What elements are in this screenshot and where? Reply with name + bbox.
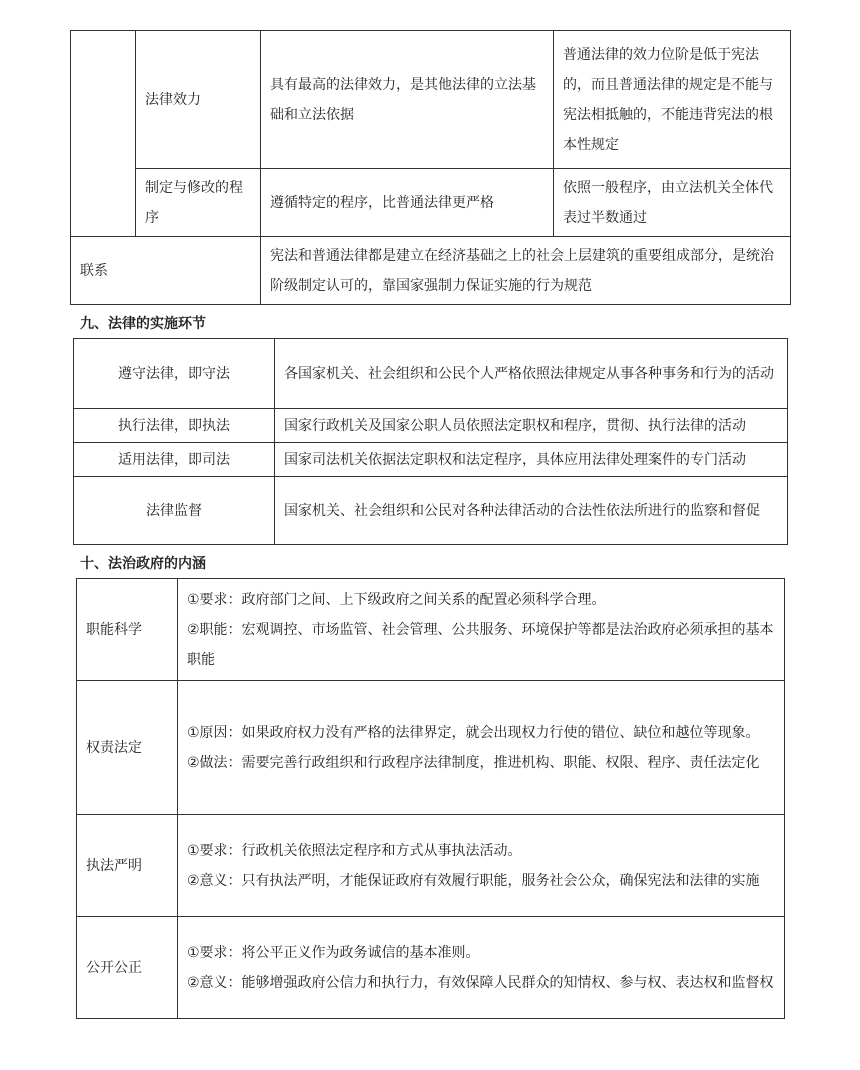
requirement-text: ①要求：行政机关依照法定程序和方式从事执法活动。 [187,842,522,859]
row-label: 执行法律，即执法 [74,409,275,443]
law-implementation-table [73,338,788,545]
table-row [74,477,788,545]
table-row [74,409,788,443]
table-row [71,31,791,169]
row-label: 法律效力 [136,31,261,169]
row-label: 职能科学 [77,579,178,681]
table-row [77,681,785,815]
detail-text: ②意义：只有执法严明，才能保证政府有效履行职能，服务社会公众，确保宪法和法律的实施 [187,872,760,889]
row-text: 各国家机关、社会组织和公民个人严格依照法律规定从事各种事务和行为的活动 [275,339,788,409]
row-content [178,815,785,917]
row-label: 遵守法律，即守法 [74,339,275,409]
row-content [178,579,785,681]
table-row [74,339,788,409]
row-content [178,681,785,815]
detail-text: ②职能：宏观调控、市场监管、社会管理、公共服务、环境保护等都是法治政府必须承担的基本职能 [187,621,774,668]
row-label: 制定与修改的程序 [136,169,261,237]
section-heading-10: 十、法治政府的内涵 [80,556,206,572]
ordinary-law-cell: 依照一般程序，由立法机关全体代表过半数通过 [554,169,791,237]
table-row [77,579,785,681]
constitution-comparison-table [70,30,791,305]
table-row [77,815,785,917]
table-row [77,917,785,1019]
section-heading-9: 九、法律的实施环节 [80,316,206,332]
requirement-text: ①要求：将公平正义作为政务诚信的基本准则。 [187,944,480,961]
row-content [178,917,785,1019]
table-row [71,169,791,237]
rule-of-law-government-table [76,578,785,1019]
row-text: 国家司法机关依据法定职权和法定程序，具体应用法律处理案件的专门活动 [275,443,788,477]
detail-text: ②做法：需要完善行政组织和行政程序法律制度，推进机构、职能、权限、程序、责任法定化 [187,754,760,771]
link-text: 宪法和普通法律都是建立在经济基础之上的社会上层建筑的重要组成部分，是统治阶级制定认可的，靠国家强制力保证实施的行为规范 [261,237,791,305]
constitution-cell: 具有最高的法律效力，是其他法律的立法基础和立法依据 [261,31,554,169]
merged-category-cell [71,31,136,237]
row-text: 国家行政机关及国家公职人员依照法定职权和程序，贯彻、执行法律的活动 [275,409,788,443]
row-label: 执法严明 [77,815,178,917]
row-label: 权责法定 [77,681,178,815]
detail-text: ②意义：能够增强政府公信力和执行力，有效保障人民群众的知情权、参与权、表达权和监督权 [187,974,774,991]
constitution-cell: 遵循特定的程序，比普通法律更严格 [261,169,554,237]
table-row [71,237,791,305]
ordinary-law-cell: 普通法律的效力位阶是低于宪法的，而且普通法律的规定是不能与宪法相抵触的，不能违背宪法的根本性规定 [554,31,791,169]
row-text: 国家机关、社会组织和公民对各种法律活动的合法性依法所进行的监察和督促 [275,477,788,545]
row-label: 公开公正 [77,917,178,1019]
requirement-text: ①原因：如果政府权力没有严格的法律界定，就会出现权力行使的错位、缺位和越位等现象。 [187,724,760,741]
link-label: 联系 [71,237,261,305]
table-row [74,443,788,477]
row-label: 法律监督 [74,477,275,545]
requirement-text: ①要求：政府部门之间、上下级政府之间关系的配置必须科学合理。 [187,591,606,608]
row-label: 适用法律，即司法 [74,443,275,477]
